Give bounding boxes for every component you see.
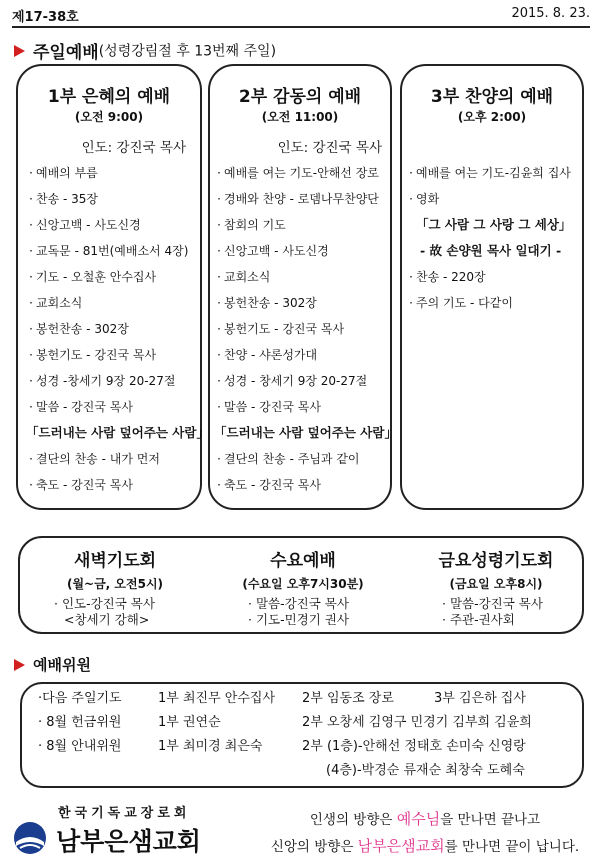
list-item: · 축도 - 강진국 목사 bbox=[217, 478, 321, 492]
sunday-worship-subtitle: (성령강림절 후 13번째 주일) bbox=[98, 43, 277, 60]
denomination-name: 한국기독교장로회 bbox=[58, 806, 191, 821]
sunday-worship-heading bbox=[14, 38, 276, 63]
order-of-service-list bbox=[26, 160, 209, 498]
weekday-service-line: · 주관-권사회 bbox=[442, 612, 515, 627]
sunday-worship-title: 주일예배 bbox=[33, 43, 99, 63]
weekday-service-friday bbox=[416, 538, 576, 628]
weekday-service-title: 수요예배 bbox=[270, 551, 336, 571]
service-time: (오후 2:00) bbox=[457, 110, 527, 124]
weekday-service-wednesday bbox=[228, 538, 378, 628]
list-item: · 결단의 찬송 - 주님과 같이 bbox=[217, 452, 360, 466]
officers-names: 2부 오창세 김영구 민경기 김부희 김윤희 bbox=[302, 715, 532, 730]
officers-row bbox=[22, 736, 582, 758]
officers-role: ·다음 주일기도 bbox=[38, 691, 122, 706]
weekday-service-line: · 말씀-강진국 목사 bbox=[442, 596, 543, 611]
officers-role: · 8월 안내위원 bbox=[38, 739, 122, 754]
list-item: · 성경 - 창세기 9장 20-27절 bbox=[217, 374, 368, 388]
bulletin-date: 2015. 8. 23. bbox=[511, 6, 590, 21]
list-item: · 신앙고백 - 사도신경 bbox=[29, 218, 141, 232]
list-item: · 봉헌기도 - 강진국 목사 bbox=[217, 322, 345, 336]
red-triangle-icon bbox=[14, 659, 25, 671]
list-item: · 참회의 기도 bbox=[217, 218, 286, 232]
service-title: 3부 찬양의 예배 bbox=[430, 87, 554, 107]
officers-names: 2부 (1층)-안해선 정태호 손미숙 신영랑 bbox=[302, 739, 526, 754]
church-name: 남부은샘교회 bbox=[56, 827, 201, 856]
weekday-services-box bbox=[18, 536, 584, 634]
list-item: · 봉헌찬송 - 302장 bbox=[29, 322, 129, 336]
list-item: · 교회소식 bbox=[29, 296, 83, 310]
officers-box bbox=[20, 682, 584, 788]
list-item: · 주의 기도 - 다같이 bbox=[409, 296, 513, 310]
issue-number: 제17-38호 bbox=[12, 10, 79, 25]
service-box-2 bbox=[208, 64, 397, 510]
slogan-line-2: 신앙의 방향은 남부은샘교회를 만나면 끝이 납니다. bbox=[270, 837, 580, 855]
slogan-highlight: 예수님 bbox=[396, 810, 441, 828]
weekday-service-time: (수요일 오후7시30분) bbox=[242, 577, 364, 591]
weekday-service-line: · 기도-민경기 권사 bbox=[248, 612, 349, 627]
service-leader: 인도: 강진국 목사 bbox=[81, 140, 186, 156]
list-item: · 축도 - 강진국 목사 bbox=[29, 478, 133, 492]
slogan-line-1: 인생의 방향은 예수님을 만나면 끝나고 bbox=[309, 810, 541, 828]
officers-names: 2부 임동조 장로 bbox=[302, 691, 394, 706]
service-leader: 인도: 강진국 목사 bbox=[277, 140, 382, 156]
sermon-title: 「드러내는 사람 덮어주는 사람」 bbox=[26, 425, 209, 440]
service-title: 2부 감동의 예배 bbox=[238, 87, 362, 107]
service-time: (오전 9:00) bbox=[74, 110, 144, 124]
header-divider bbox=[12, 26, 590, 28]
officers-row bbox=[22, 712, 582, 734]
officers-title: 예배위원 bbox=[33, 656, 91, 674]
list-item: · 신앙고백 - 사도신경 bbox=[217, 244, 329, 258]
red-triangle-icon bbox=[14, 45, 25, 57]
officers-names: 1부 권연순 bbox=[158, 715, 221, 730]
list-item: · 예배의 부름 bbox=[29, 166, 98, 180]
weekday-service-time: (금요일 오후8시) bbox=[449, 577, 543, 591]
order-of-service-list bbox=[214, 160, 397, 498]
list-item: · 찬송 - 35장 bbox=[29, 192, 99, 206]
list-item: · 예배를 여는 기도-김윤희 집사 bbox=[409, 166, 571, 180]
film-subtitle: - 故 손양원 목사 일대기 - bbox=[420, 243, 562, 258]
service-title: 1부 은혜의 예배 bbox=[47, 87, 171, 107]
weekday-service-title: 새벽기도회 bbox=[73, 551, 157, 571]
list-item: · 봉헌찬송 - 302장 bbox=[217, 296, 317, 310]
weekday-service-line: <창세기 강해> bbox=[64, 612, 150, 627]
weekday-service-time: (월~금, 오전5시) bbox=[66, 577, 164, 591]
sermon-title: 「드러내는 사람 덮어주는 사람」 bbox=[214, 425, 397, 440]
service-box-3 bbox=[400, 64, 584, 510]
list-item: · 찬송 - 220장 bbox=[409, 270, 486, 284]
list-item: · 말씀 - 강진국 목사 bbox=[217, 400, 321, 414]
service-box-1 bbox=[16, 64, 209, 510]
officers-names: (4층)-박경순 류재순 최창숙 도혜숙 bbox=[326, 763, 525, 778]
officers-names: 1부 최미경 최은숙 bbox=[158, 739, 263, 754]
list-item: · 찬양 - 샤론성가대 bbox=[217, 348, 318, 362]
officers-heading bbox=[14, 654, 91, 675]
list-item: · 교독문 - 81번(예배소서 4장) bbox=[29, 244, 189, 258]
list-item: · 결단의 찬송 - 내가 먼저 bbox=[29, 452, 160, 466]
weekday-service-title: 금요성령기도회 bbox=[438, 551, 554, 571]
list-item: · 경배와 찬양 - 로뎀나무찬양단 bbox=[217, 192, 379, 206]
order-of-service-list bbox=[406, 160, 578, 316]
list-item: · 기도 - 오철훈 안수집사 bbox=[29, 270, 157, 284]
film-title: 「그 사람 그 사랑 그 세상」 bbox=[416, 217, 572, 232]
list-item: · 성경 -창세기 9장 20-27절 bbox=[29, 374, 176, 388]
weekday-service-line: · 말씀-강진국 목사 bbox=[248, 596, 349, 611]
church-logo-block bbox=[10, 800, 240, 864]
officers-names: 3부 김은하 집사 bbox=[434, 691, 526, 706]
list-item: · 교회소식 bbox=[217, 270, 271, 284]
church-logo-icon bbox=[12, 820, 48, 856]
list-item: · 예배를 여는 기도-안해선 장로 bbox=[217, 166, 379, 180]
officers-row bbox=[22, 688, 582, 710]
bulletin-header bbox=[12, 6, 590, 24]
weekday-service-dawn bbox=[40, 538, 190, 628]
church-slogan bbox=[256, 806, 594, 860]
service-time: (오전 11:00) bbox=[261, 110, 339, 124]
slogan-highlight: 남부은샘교회 bbox=[357, 837, 445, 855]
weekday-service-line: · 인도-강진국 목사 bbox=[54, 596, 155, 611]
officers-role: · 8월 헌금위원 bbox=[38, 715, 122, 730]
officers-names: 1부 최진무 안수집사 bbox=[158, 691, 275, 706]
list-item: · 영화 bbox=[409, 192, 440, 206]
list-item: · 봉헌기도 - 강진국 목사 bbox=[29, 348, 157, 362]
list-item: · 말씀 - 강진국 목사 bbox=[29, 400, 133, 414]
officers-row bbox=[22, 760, 582, 782]
